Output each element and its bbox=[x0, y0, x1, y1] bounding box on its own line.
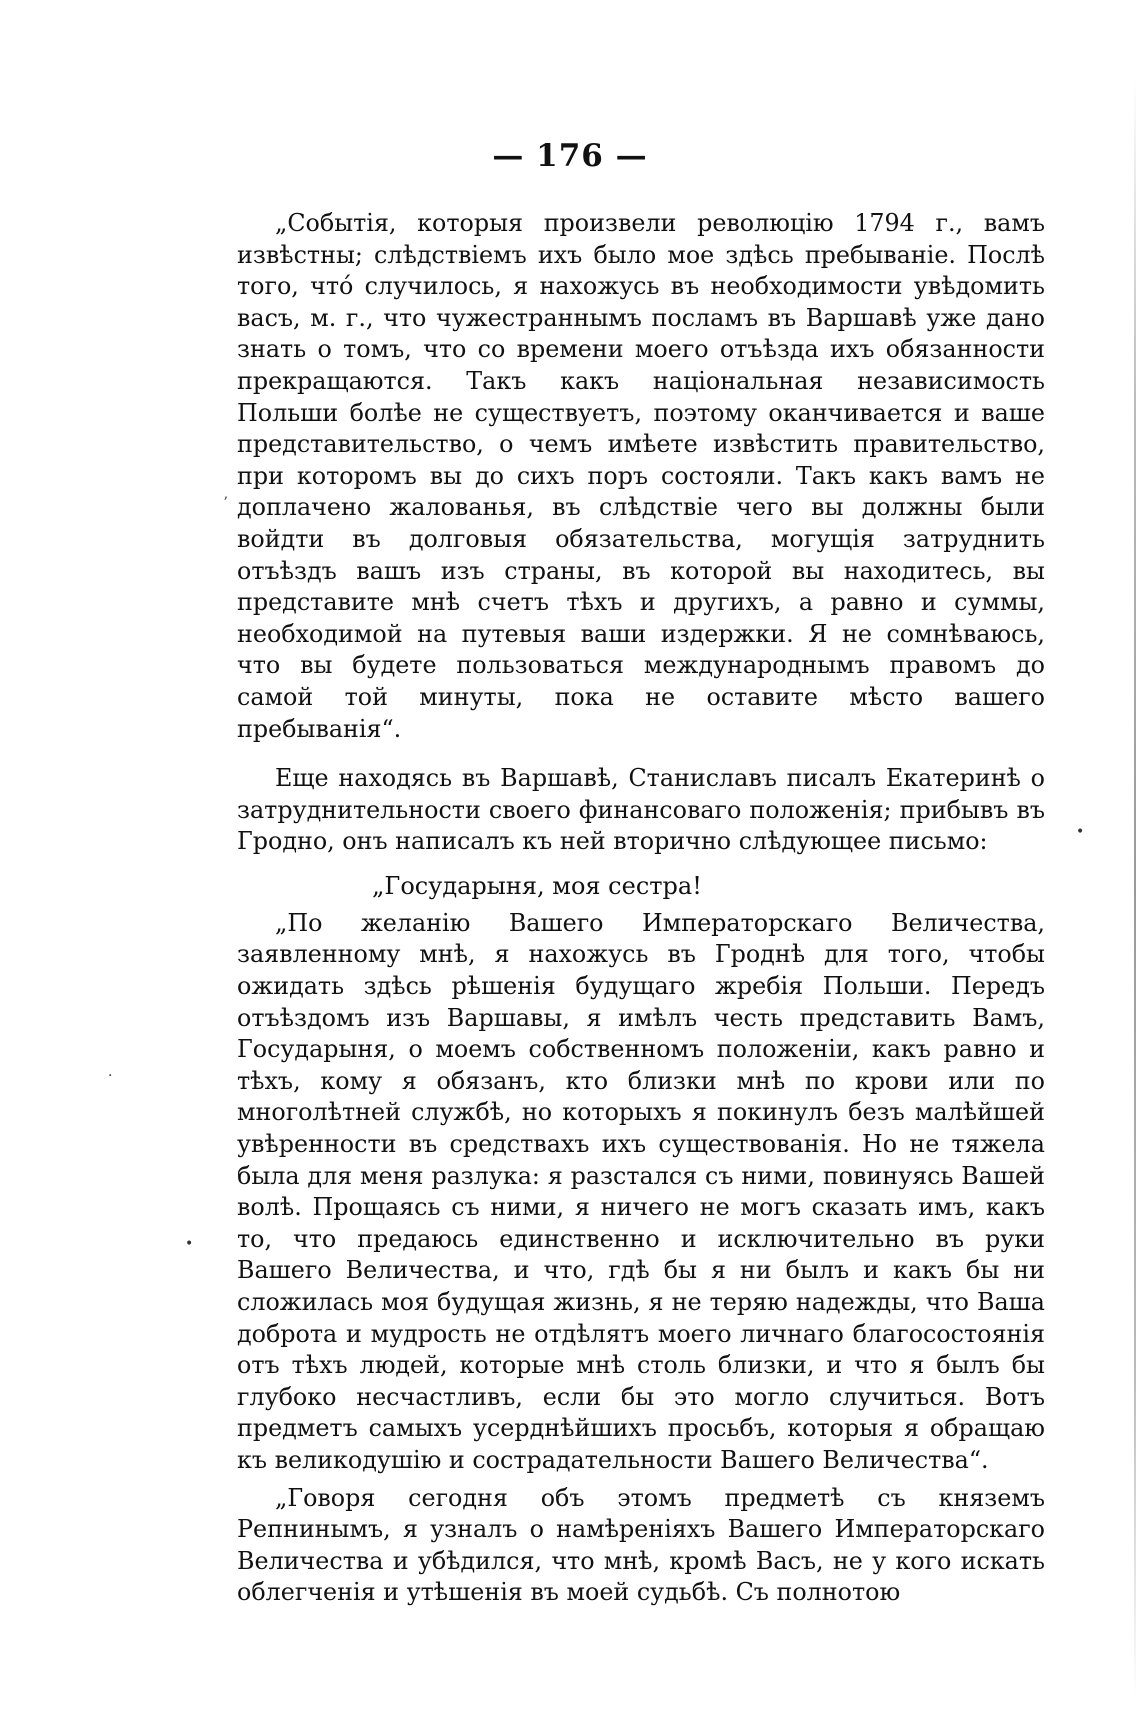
page-edge-shadow bbox=[1134, 80, 1136, 1700]
letter-salutation: „Государыня, моя сестра! bbox=[372, 871, 702, 900]
paragraph-4: „Говоря сегодня объ этомъ предметѣ съ княземъ Репнинымъ, я узналъ о намѣреніяхъ Вашего Императорскаго Величества и убѣдился, что мнѣ, кромѣ Васъ, не у кого искать облегченія и утѣшенія въ моей судьбѣ. Съ полнотою bbox=[237, 1483, 1045, 1607]
page-number: — 176 — bbox=[492, 138, 648, 174]
scan-speck: ʼ bbox=[223, 495, 228, 511]
scan-speck: • bbox=[185, 1236, 194, 1252]
paragraph-2: Еще находясь въ Варшавѣ, Станиславъ писалъ Екатеринѣ о затруднительности своего финансоваго положенія; прибывъ въ Гродно, онъ написалъ къ ней вторично слѣдующее письмо: bbox=[237, 764, 1045, 856]
scan-speck: • bbox=[1076, 824, 1085, 840]
page-body bbox=[237, 208, 1045, 1609]
scan-speck: · bbox=[108, 1068, 113, 1084]
paragraph-1: „Событія, которыя произвели революцію 1794 г., вамъ извѣстны; слѣдствіемъ ихъ было мое здѣсь пребываніе. Послѣ того, что́ случилось, я нахожусь въ необходимости увѣдомить васъ, м. г., что чужестраннымъ посламъ въ Варшавѣ уже дано знать о томъ, что со времени моего отъѣзда ихъ обязанности прекращаются. Такъ какъ національная независимость Польши болѣе не существуетъ, поэтому оканчивается и ваше представительство, о чемъ имѣете извѣстить правительство, при которомъ вы до сихъ поръ состояли. Такъ какъ вамъ не доплачено жалованья, въ слѣдствіе чего вы должны были войдти въ долговыя обязательства, могущія затруднить отъѣздъ вашъ изъ страны, въ которой вы находитесь, вы представите мнѣ счетъ тѣхъ и другихъ, а равно и суммы, необходимой на путевыя ваши издержки. Я не сомнѣваюсь, что вы будете пользоваться международнымъ правомъ до самой той минуты, пока не оставите мѣсто вашего пребыванія“. bbox=[237, 209, 1045, 743]
paragraph-3: „По желанію Вашего Императорскаго Величества, заявленному мнѣ, я нахожусь въ Гроднѣ для того, чтобы ожидать здѣсь рѣшенія будущаго жребія Польши. Передъ отъѣздомъ изъ Варшавы, я имѣлъ честь представить Вамъ, Государыня, о моемъ собственномъ положеніи, какъ равно и тѣхъ, кому я обязанъ, кто близки мнѣ по крови или по многолѣтней службѣ, но которыхъ я покинулъ безъ малѣйшей увѣренности въ средствахъ ихъ существованія. Но не тяжела была для меня разлука: я разстался съ ними, повинуясь Вашей волѣ. Прощаясь съ ними, я ничего не могъ сказать имъ, какъ то, что предаюсь единственно и исключительно въ руки Вашего Величества, и что, гдѣ бы я ни былъ и какъ бы ни сложилась моя будущая жизнь, я не теряю надежды, что Ваша доброта и мудрость не отдѣлятъ моего личнаго благосостоянія отъ тѣхъ людей, которые мнѣ столь близки, и что я былъ бы глубоко несчастливъ, если бы это могло случиться. Вотъ предметъ самыхъ усерднѣйшихъ просьбъ, которыя я обращаю къ великодушію и сострадательности Вашего Величества“. bbox=[237, 908, 1045, 1474]
